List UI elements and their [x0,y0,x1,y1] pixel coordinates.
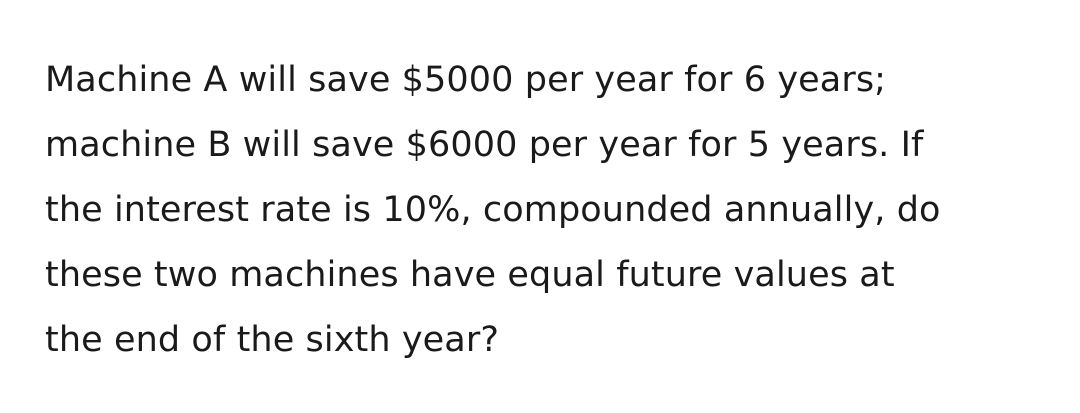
question-line-1: Machine A will save $5000 per year for 6 years; [45,60,887,100]
question-text [45,48,1055,373]
question-line-3: the interest rate is 10%, compounded annually, do [45,190,941,230]
question-line-5: the end of the sixth year? [45,320,500,360]
question-line-4: these two machines have equal future values at [45,255,895,295]
question-line-2: machine B will save $6000 per year for 5 years. If [45,125,924,165]
